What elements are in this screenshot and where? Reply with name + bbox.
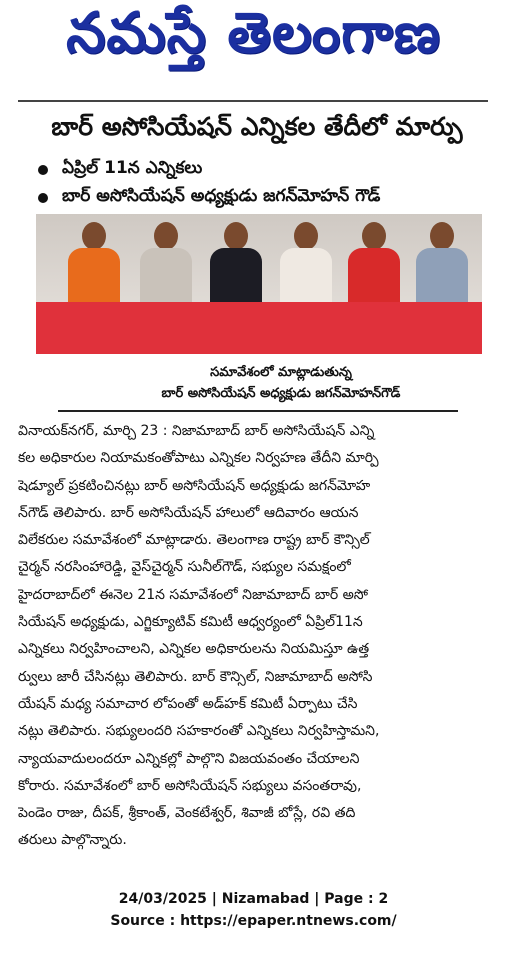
body-line: యేషన్ మధ్య సమాచార లోపంతో అడ్‌హక్ కమిటీ ఏర్పాటు చేసి — [18, 695, 358, 712]
red-tablecloth — [36, 302, 482, 354]
body-line: విలేకరుల సమావేశంలో మాట్లాడారు. తెలంగాణ రాష్ట్ర బార్ కౌన్సిల్ — [18, 532, 370, 549]
bullet-text: బార్ అసోసియేషన్ అధ్యక్షుడు జగన్‌మోహన్ గౌడ్ — [62, 186, 381, 206]
page-footer — [0, 888, 507, 932]
body-line: కోరారు. సమావేశంలో బార్ అసోసియేషన్ సభ్యులు వసంతరావు, — [18, 777, 362, 794]
person-figure — [412, 222, 472, 312]
footer-source: Source : https://epaper.ntnews.com/ — [110, 913, 397, 929]
body-line: ఎన్నికలు నిర్వహించాలని, ఎన్నికల అధికారులను నియమిస్తూ ఉత్త — [18, 641, 370, 658]
body-line: షెడ్యూల్ ప్రకటించినట్లు బార్ అసోసియేషన్ అధ్యక్షుడు జగన్‌మోహ — [18, 477, 371, 494]
bullet-dot-icon — [38, 193, 48, 203]
person-figure — [344, 222, 404, 312]
masthead-title: నమస్తే తెలంగాణ — [66, 0, 441, 66]
body-line: కల అధికారుల నియామకంతోపాటు ఎన్నికల నిర్వహణ తేదీని మార్పి — [18, 450, 379, 467]
body-line: ర్వులు జారీ చేసినట్లు తెలిపారు. బార్ కౌన్సిల్, నిజామాబాద్ అసోసి — [18, 668, 373, 685]
highlight-bullets — [38, 156, 488, 212]
press-meet-photo — [36, 214, 482, 354]
caption-divider — [58, 410, 458, 412]
bullet-dot-icon — [38, 165, 48, 175]
masthead — [0, 0, 507, 80]
caption-line: బార్ అసోసియేషన్ అధ్యక్షుడు జగన్‌మోహన్‌గౌడ్ — [161, 386, 401, 401]
body-line: సియేషన్ అధ్యక్షుడు, ఎగ్జిక్యూటివ్ కమిటీ ఆధ్వర్యంలో ఏప్రిల్11న — [18, 614, 363, 631]
person-figure — [276, 222, 336, 312]
body-line: నట్లు తెలిపారు. సభ్యులందరి సహకారంతో ఎన్నికలు నిర్వహిస్తామని, — [18, 723, 380, 740]
person-figure — [64, 222, 124, 312]
top-rule — [18, 100, 488, 102]
photo-caption — [136, 362, 426, 406]
caption-line: సమావేశంలో మాట్లాడుతున్న — [210, 365, 352, 380]
news-article — [18, 104, 496, 884]
body-line: తరులు పాల్గొన్నారు. — [18, 832, 127, 849]
bullet-text: ఏప్రిల్ 11న ఎన్నికలు — [62, 158, 203, 178]
article-body — [18, 418, 496, 855]
person-figure — [206, 222, 266, 312]
person-figure — [136, 222, 196, 312]
body-line: వినాయక్‌నగర్, మార్చి 23 : నిజామాబాద్ బార్ అసోసియేషన్ ఎన్ని — [18, 423, 375, 439]
footer-date-edition: 24/03/2025 | Nizamabad | Page : 2 — [118, 891, 389, 907]
bullet-item — [38, 156, 488, 184]
body-line: హైదరాబాద్‌లో ఈనెల 21న సమావేశంలో నిజామాబాద్ బార్ అసో — [18, 586, 369, 603]
body-line: చైర్మన్ నరసింహారెడ్డి, వైస్‌చైర్మన్ సునీల్‌గౌడ్, సభ్యుల సమక్షంలో — [18, 559, 351, 576]
bullet-item — [38, 184, 488, 212]
article-headline: బార్ అసోసియేషన్ ఎన్నికల తేదీలో మార్పు — [51, 112, 463, 141]
body-line: న్యాయవాదులందరూ ఎన్నికల్లో పాల్గొని విజయవంతం చేయాలని — [18, 750, 360, 767]
body-line: న్‌గౌడ్ తెలిపారు. బార్ అసోసియేషన్ హాలులో ఆదివారం ఆయన — [18, 504, 359, 521]
body-line: పెండెం రాజు, దీపక్, శ్రీకాంత్, వెంకటేశ్వర్, శివాజీ బోస్లే, రవి తది — [18, 805, 356, 822]
